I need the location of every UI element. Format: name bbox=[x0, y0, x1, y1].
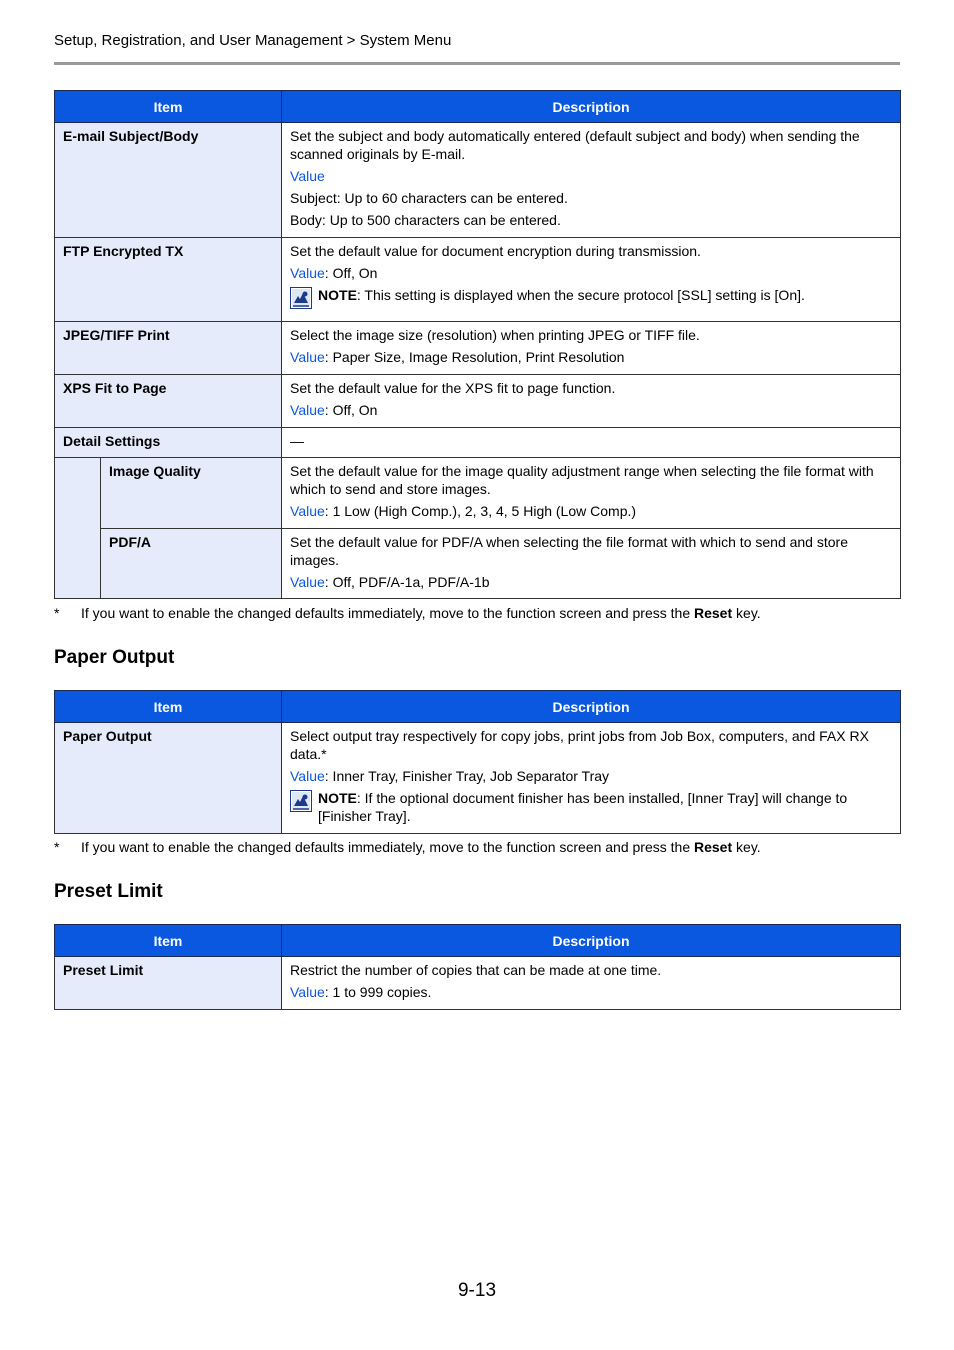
description-text: Select the image size (resolution) when printing JPEG or TIFF file. bbox=[290, 327, 700, 343]
footnote-key: Reset bbox=[694, 605, 733, 621]
header-description: Description bbox=[282, 691, 901, 723]
description-text: Set the subject and body automatically entered (default subject and body) when sending the scanned originals by E-mail. bbox=[290, 128, 860, 162]
value-label: Value bbox=[290, 265, 325, 281]
value-text: Body: Up to 500 characters can be entered. bbox=[290, 212, 561, 228]
description-text: Set the default value for the XPS fit to page function. bbox=[290, 380, 616, 396]
description-text: Restrict the number of copies that can be made at one time. bbox=[290, 962, 662, 978]
table-row bbox=[55, 957, 901, 1010]
row-description bbox=[282, 123, 901, 238]
table-row bbox=[55, 529, 901, 599]
header-item: Item bbox=[55, 91, 282, 123]
value-text: : Off, PDF/A-1a, PDF/A-1b bbox=[324, 574, 490, 590]
header-rule bbox=[54, 62, 900, 65]
indent-cell bbox=[55, 458, 101, 599]
value-text: : Paper Size, Image Resolution, Print Resolution bbox=[324, 349, 625, 365]
description-text: Set the default value for PDF/A when selecting the file format with which to send and store images. bbox=[290, 534, 848, 568]
footnote-text-end: key. bbox=[732, 839, 761, 855]
page-number: 9-13 bbox=[457, 1280, 497, 1301]
table-row bbox=[55, 375, 901, 428]
value-label: Value bbox=[290, 349, 325, 365]
settings-table-1 bbox=[54, 90, 901, 599]
row-item-label: FTP Encrypted TX bbox=[55, 238, 282, 322]
section-title-preset-limit: Preset Limit bbox=[54, 881, 163, 902]
header-item: Item bbox=[55, 691, 282, 723]
row-description bbox=[282, 723, 901, 834]
footnote-marker: * bbox=[54, 605, 60, 621]
row-description bbox=[282, 322, 901, 375]
row-description bbox=[282, 529, 901, 599]
value-label: Value bbox=[290, 768, 325, 784]
header-item: Item bbox=[55, 925, 282, 957]
value-text: : Off, On bbox=[324, 402, 378, 418]
note-text: : If the optional document finisher has been installed, [Inner Tray] will change to [Finisher Tray]. bbox=[318, 790, 848, 824]
row-description bbox=[282, 458, 901, 529]
value-text: : 1 to 999 copies. bbox=[324, 984, 432, 1000]
row-description: — bbox=[282, 428, 901, 458]
footnote-key: Reset bbox=[694, 839, 733, 855]
note-text: : This setting is displayed when the secure protocol [SSL] setting is [On]. bbox=[356, 287, 805, 303]
footnote-text-end: key. bbox=[732, 605, 761, 621]
description-text: Set the default value for the image quality adjustment range when selecting the file format with which to send and store images. bbox=[290, 463, 874, 497]
settings-table-2 bbox=[54, 690, 901, 834]
value-label: Value bbox=[290, 984, 325, 1000]
section-title-paper-output: Paper Output bbox=[54, 647, 175, 668]
footnote-text: If you want to enable the changed defaults immediately, move to the function screen and press the bbox=[81, 839, 694, 855]
row-item-label: XPS Fit to Page bbox=[55, 375, 282, 428]
note-label: NOTE bbox=[318, 287, 357, 303]
note-block bbox=[290, 286, 892, 309]
note-hand-icon bbox=[290, 287, 312, 309]
table-row bbox=[55, 123, 901, 238]
value-label: Value bbox=[290, 168, 325, 184]
table-row bbox=[55, 238, 901, 322]
value-text: : 1 Low (High Comp.), 2, 3, 4, 5 High (Low Comp.) bbox=[324, 503, 637, 519]
description-text: Set the default value for document encryption during transmission. bbox=[290, 243, 701, 259]
value-text: Subject: Up to 60 characters can be entered. bbox=[290, 190, 568, 206]
settings-table-3 bbox=[54, 924, 901, 1010]
header-description: Description bbox=[282, 91, 901, 123]
value-text: : Off, On bbox=[324, 265, 378, 281]
row-description bbox=[282, 375, 901, 428]
table-row bbox=[55, 428, 901, 458]
table-row bbox=[55, 723, 901, 834]
breadcrumb: Setup, Registration, and User Management > System Menu bbox=[54, 32, 452, 49]
note-label: NOTE bbox=[318, 790, 357, 806]
row-item-label: Image Quality bbox=[101, 458, 282, 529]
value-label: Value bbox=[290, 402, 325, 418]
footnote-marker: * bbox=[54, 839, 60, 855]
description-text: Select output tray respectively for copy jobs, print jobs from Job Box, computers, and FAX RX data.* bbox=[290, 728, 869, 762]
row-item-label: Detail Settings bbox=[55, 428, 282, 458]
note-block bbox=[290, 789, 892, 825]
value-text: : Inner Tray, Finisher Tray, Job Separator Tray bbox=[324, 768, 610, 784]
table-header-row bbox=[55, 925, 901, 957]
table-row bbox=[55, 458, 901, 529]
row-item-label: Preset Limit bbox=[55, 957, 282, 1010]
note-hand-icon bbox=[290, 790, 312, 812]
row-item-label: Paper Output bbox=[55, 723, 282, 834]
row-item-label: PDF/A bbox=[101, 529, 282, 599]
value-label: Value bbox=[290, 574, 325, 590]
table-row bbox=[55, 322, 901, 375]
table-header-row bbox=[55, 691, 901, 723]
table-header-row bbox=[55, 91, 901, 123]
footnote-text: If you want to enable the changed defaults immediately, move to the function screen and press the bbox=[81, 605, 694, 621]
row-item-label: E-mail Subject/Body bbox=[55, 123, 282, 238]
row-description bbox=[282, 238, 901, 322]
value-label: Value bbox=[290, 503, 325, 519]
header-description: Description bbox=[282, 925, 901, 957]
row-description bbox=[282, 957, 901, 1010]
row-item-label: JPEG/TIFF Print bbox=[55, 322, 282, 375]
